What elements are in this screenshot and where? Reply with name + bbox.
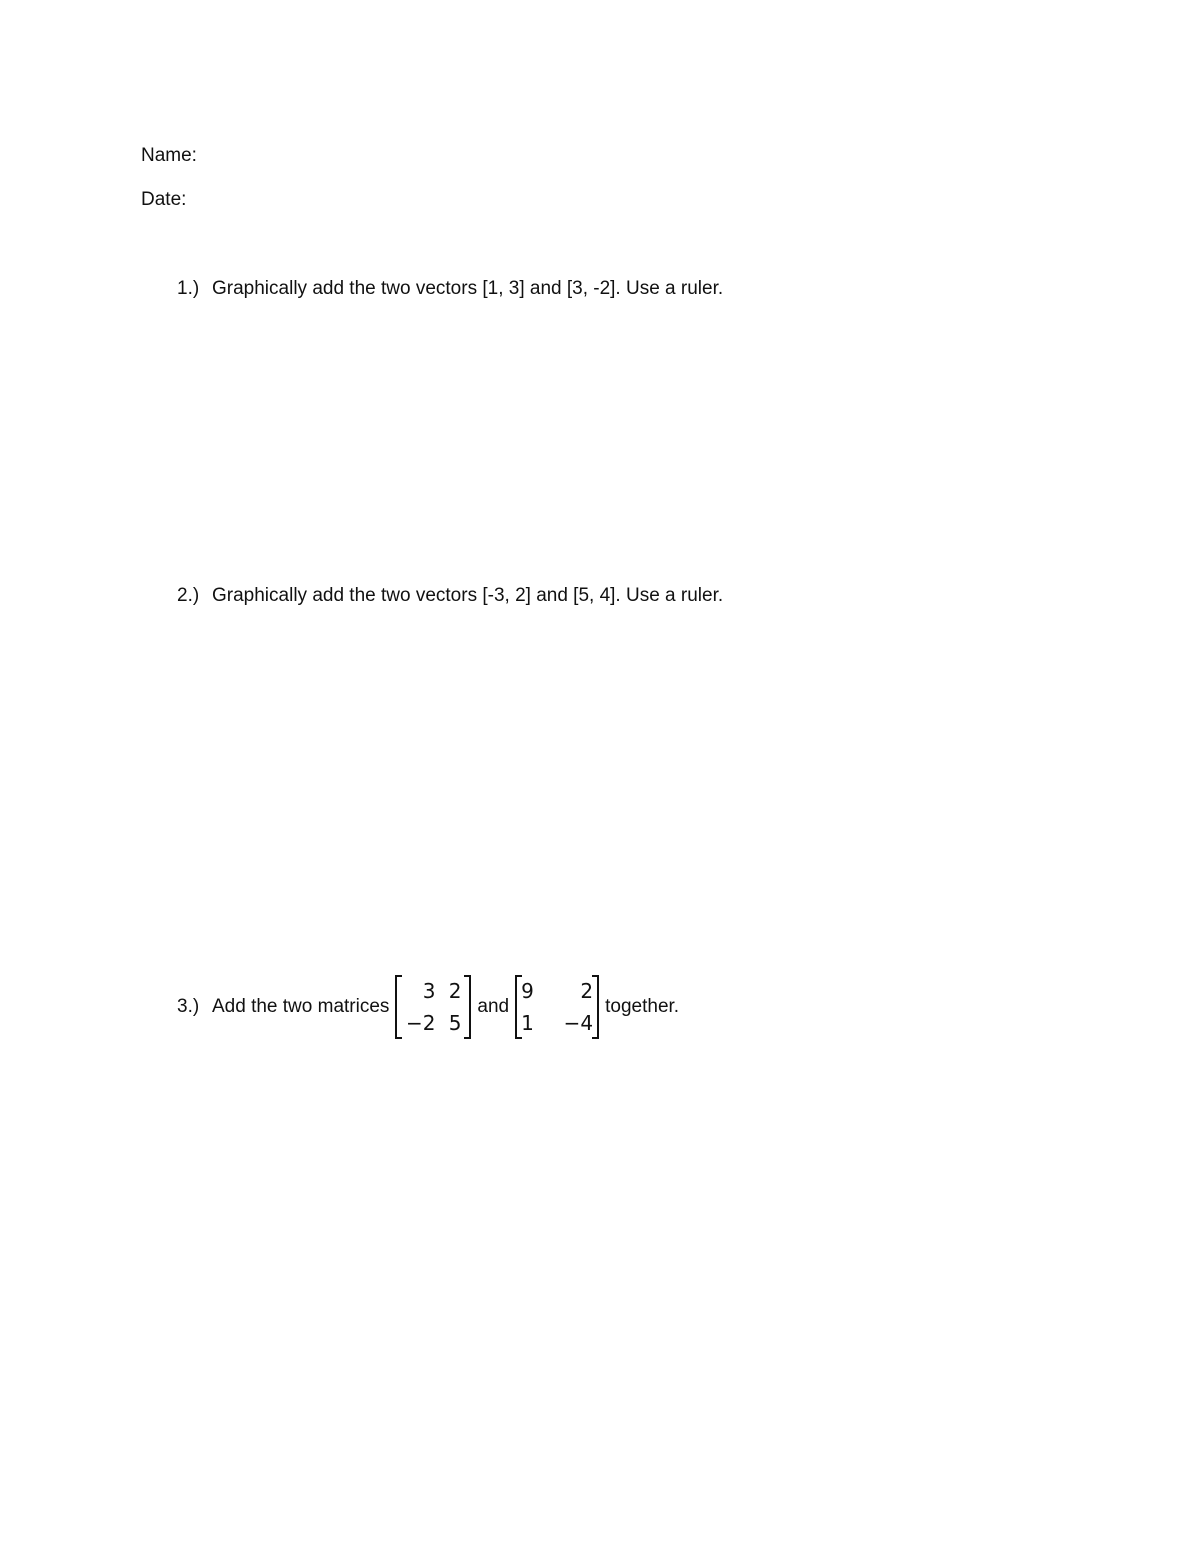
question-text-after: together.	[605, 996, 680, 1017]
matrix-cell: 5	[448, 1011, 462, 1035]
question-text-before: Add the two matrices	[212, 996, 390, 1017]
question-number: 3.)	[177, 996, 200, 1017]
question-text-middle: and	[477, 996, 510, 1017]
matrix-b	[515, 975, 599, 1039]
matrix-cell: −4	[563, 1011, 594, 1035]
matrix-cell: −2	[405, 1011, 436, 1035]
matrix-cell: 1	[521, 1011, 534, 1035]
matrix-cell: 2	[448, 979, 462, 1003]
name-label: Name:	[141, 145, 197, 166]
matrix-cell: 2	[580, 979, 594, 1003]
question-2	[177, 585, 723, 607]
matrix-cell: 3	[422, 979, 436, 1003]
question-text: Graphically add the two vectors [-3, 2] and [5, 4]. Use a ruler.	[212, 585, 724, 606]
question-1	[177, 278, 723, 300]
question-3	[177, 975, 679, 1039]
question-text: Graphically add the two vectors [1, 3] and [3, -2]. Use a ruler.	[212, 278, 724, 299]
matrix-cell: 9	[521, 979, 534, 1003]
matrix-a	[395, 975, 471, 1039]
date-label: Date:	[141, 189, 187, 210]
question-number: 1.)	[177, 278, 200, 299]
question-number: 2.)	[177, 585, 200, 606]
